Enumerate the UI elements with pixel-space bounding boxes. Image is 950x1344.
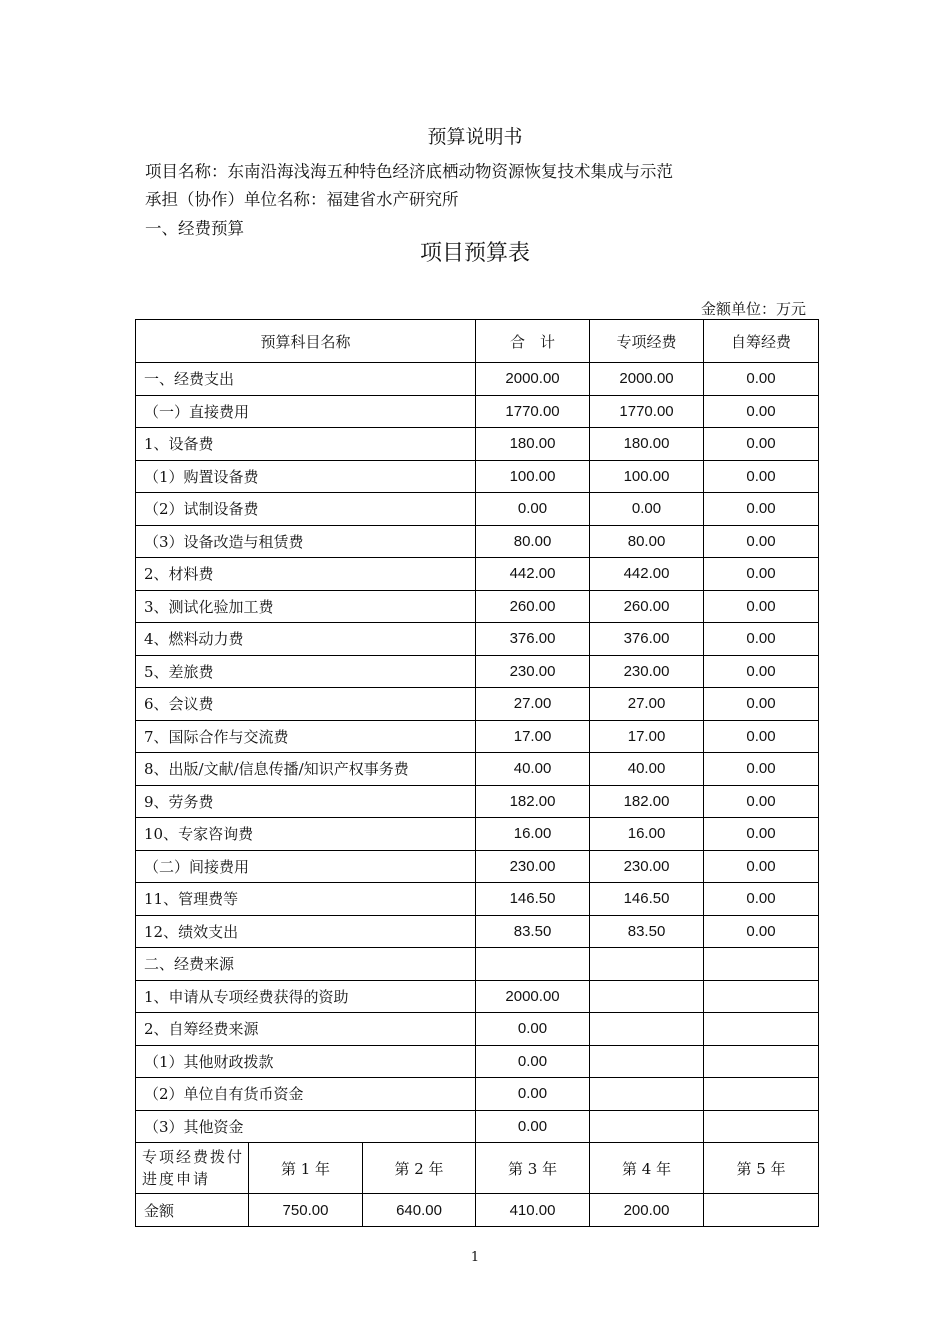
schedule-year: 第 1 年: [249, 1143, 363, 1194]
row-special-funds: 2000.00: [590, 363, 704, 396]
row-total: 40.00: [476, 753, 590, 786]
schedule-amount: 750.00: [249, 1194, 363, 1227]
row-special-funds: 146.50: [590, 883, 704, 916]
row-special-funds: 230.00: [590, 850, 704, 883]
row-total: 27.00: [476, 688, 590, 721]
table-row: [136, 915, 819, 948]
row-self-raised-funds: [704, 948, 819, 981]
row-special-funds: 100.00: [590, 460, 704, 493]
row-self-raised-funds: 0.00: [704, 883, 819, 916]
row-total: 182.00: [476, 785, 590, 818]
schedule-amount: 200.00: [590, 1194, 704, 1227]
row-special-funds: [590, 1045, 704, 1078]
row-special-funds: 230.00: [590, 655, 704, 688]
row-total: 230.00: [476, 850, 590, 883]
schedule-amount: 640.00: [363, 1194, 476, 1227]
schedule-year: 第 3 年: [476, 1143, 590, 1194]
table-row: [136, 948, 819, 981]
row-item-name: （1）购置设备费: [136, 460, 476, 493]
row-total: 260.00: [476, 590, 590, 623]
row-total: 0.00: [476, 1110, 590, 1143]
row-special-funds: 1770.00: [590, 395, 704, 428]
row-item-name: 6、会议费: [136, 688, 476, 721]
budget-table: [135, 319, 819, 1227]
row-item-name: （3）其他资金: [136, 1110, 476, 1143]
table-row: [136, 980, 819, 1013]
table-row: [136, 493, 819, 526]
header-special-funds: 专项经费: [590, 320, 704, 363]
table-row: [136, 655, 819, 688]
table-header-row: [136, 320, 819, 363]
table-row: [136, 850, 819, 883]
row-special-funds: [590, 1078, 704, 1111]
row-total: 1770.00: [476, 395, 590, 428]
row-special-funds: 0.00: [590, 493, 704, 526]
row-special-funds: [590, 980, 704, 1013]
row-total: 0.00: [476, 1013, 590, 1046]
row-total: 17.00: [476, 720, 590, 753]
row-item-name: （2）试制设备费: [136, 493, 476, 526]
row-total: 180.00: [476, 428, 590, 461]
page-number: 1: [470, 1250, 480, 1265]
row-special-funds: [590, 1013, 704, 1046]
row-item-name: 9、劳务费: [136, 785, 476, 818]
row-special-funds: 260.00: [590, 590, 704, 623]
row-self-raised-funds: 0.00: [704, 720, 819, 753]
row-item-name: 7、国际合作与交流费: [136, 720, 476, 753]
row-special-funds: 180.00: [590, 428, 704, 461]
header-item-name: 预算科目名称: [136, 320, 476, 363]
schedule-header-row: [136, 1143, 819, 1194]
table-row: [136, 395, 819, 428]
table-row: [136, 883, 819, 916]
table-row: [136, 785, 819, 818]
row-item-name: 4、燃料动力费: [136, 623, 476, 656]
row-self-raised-funds: 0.00: [704, 428, 819, 461]
header-self-raised-funds: 自筹经费: [704, 320, 819, 363]
row-self-raised-funds: 0.00: [704, 655, 819, 688]
row-item-name: （3）设备改造与租赁费: [136, 525, 476, 558]
row-item-name: 12、绩效支出: [136, 915, 476, 948]
row-special-funds: [590, 948, 704, 981]
row-item-name: 1、申请从专项经费获得的资助: [136, 980, 476, 1013]
row-self-raised-funds: 0.00: [704, 688, 819, 721]
row-total: 376.00: [476, 623, 590, 656]
schedule-year: 第 2 年: [363, 1143, 476, 1194]
row-total: 2000.00: [476, 980, 590, 1013]
row-self-raised-funds: 0.00: [704, 915, 819, 948]
table-row: [136, 590, 819, 623]
row-total: 16.00: [476, 818, 590, 851]
row-total: 83.50: [476, 915, 590, 948]
table-row: [136, 1013, 819, 1046]
schedule-year: 第 4 年: [590, 1143, 704, 1194]
row-item-name: （1）其他财政拨款: [136, 1045, 476, 1078]
table-row: [136, 1110, 819, 1143]
table-row: [136, 363, 819, 396]
row-item-name: 3、测试化验加工费: [136, 590, 476, 623]
row-item-name: 2、自筹经费来源: [136, 1013, 476, 1046]
row-self-raised-funds: 0.00: [704, 590, 819, 623]
row-total: 442.00: [476, 558, 590, 591]
row-self-raised-funds: 0.00: [704, 395, 819, 428]
table-row: [136, 428, 819, 461]
table-row: [136, 623, 819, 656]
row-item-name: （2）单位自有货币资金: [136, 1078, 476, 1111]
row-self-raised-funds: 0.00: [704, 363, 819, 396]
row-self-raised-funds: [704, 1110, 819, 1143]
row-self-raised-funds: 0.00: [704, 818, 819, 851]
table-row: [136, 525, 819, 558]
row-self-raised-funds: [704, 1013, 819, 1046]
row-item-name: 一、经费支出: [136, 363, 476, 396]
header-total: 合 计: [476, 320, 590, 363]
row-item-name: 二、经费来源: [136, 948, 476, 981]
row-special-funds: 27.00: [590, 688, 704, 721]
row-self-raised-funds: 0.00: [704, 623, 819, 656]
row-special-funds: 80.00: [590, 525, 704, 558]
table-title: 项目预算表: [419, 241, 530, 266]
row-self-raised-funds: 0.00: [704, 525, 819, 558]
table-row: [136, 1078, 819, 1111]
row-self-raised-funds: 0.00: [704, 753, 819, 786]
row-special-funds: 17.00: [590, 720, 704, 753]
row-self-raised-funds: 0.00: [704, 493, 819, 526]
row-total: 2000.00: [476, 363, 590, 396]
row-item-name: 8、出版/文献/信息传播/知识产权事务费: [136, 753, 476, 786]
row-self-raised-funds: 0.00: [704, 460, 819, 493]
row-item-name: 1、设备费: [136, 428, 476, 461]
project-name-line: 项目名称：东南沿海浅海五种特色经济底栖动物资源恢复技术集成与示范: [145, 162, 673, 181]
schedule-amount-row: [136, 1194, 819, 1227]
row-self-raised-funds: 0.00: [704, 850, 819, 883]
row-item-name: 5、差旅费: [136, 655, 476, 688]
schedule-amount-label: 金额: [136, 1194, 249, 1227]
row-total: 80.00: [476, 525, 590, 558]
table-row: [136, 818, 819, 851]
row-total: 0.00: [476, 493, 590, 526]
row-item-name: （一）直接费用: [136, 395, 476, 428]
row-special-funds: 442.00: [590, 558, 704, 591]
table-row: [136, 753, 819, 786]
row-total: 230.00: [476, 655, 590, 688]
row-self-raised-funds: [704, 1045, 819, 1078]
row-item-name: （二）间接费用: [136, 850, 476, 883]
schedule-amount: [704, 1194, 819, 1227]
schedule-label: 专项经费拨付进度申请: [136, 1143, 249, 1194]
row-self-raised-funds: 0.00: [704, 785, 819, 818]
row-total: 0.00: [476, 1078, 590, 1111]
row-special-funds: 182.00: [590, 785, 704, 818]
table-row: [136, 558, 819, 591]
schedule-year: 第 5 年: [704, 1143, 819, 1194]
schedule-amount: 410.00: [476, 1194, 590, 1227]
row-self-raised-funds: 0.00: [704, 558, 819, 591]
table-row: [136, 688, 819, 721]
document-title: 预算说明书: [427, 126, 523, 148]
row-special-funds: 40.00: [590, 753, 704, 786]
row-item-name: 10、专家咨询费: [136, 818, 476, 851]
row-item-name: 2、材料费: [136, 558, 476, 591]
table-row: [136, 1045, 819, 1078]
row-total: 100.00: [476, 460, 590, 493]
organization-line: 承担（协作）单位名称：福建省水产研究所: [145, 190, 459, 209]
row-total: 0.00: [476, 1045, 590, 1078]
row-self-raised-funds: [704, 980, 819, 1013]
section-heading: 一、经费预算: [145, 219, 244, 238]
row-special-funds: 376.00: [590, 623, 704, 656]
table-row: [136, 720, 819, 753]
row-special-funds: 16.00: [590, 818, 704, 851]
row-total: [476, 948, 590, 981]
row-item-name: 11、管理费等: [136, 883, 476, 916]
row-special-funds: [590, 1110, 704, 1143]
row-total: 146.50: [476, 883, 590, 916]
row-self-raised-funds: [704, 1078, 819, 1111]
table-row: [136, 460, 819, 493]
row-special-funds: 83.50: [590, 915, 704, 948]
amount-unit: 金额单位：万元: [700, 300, 806, 318]
